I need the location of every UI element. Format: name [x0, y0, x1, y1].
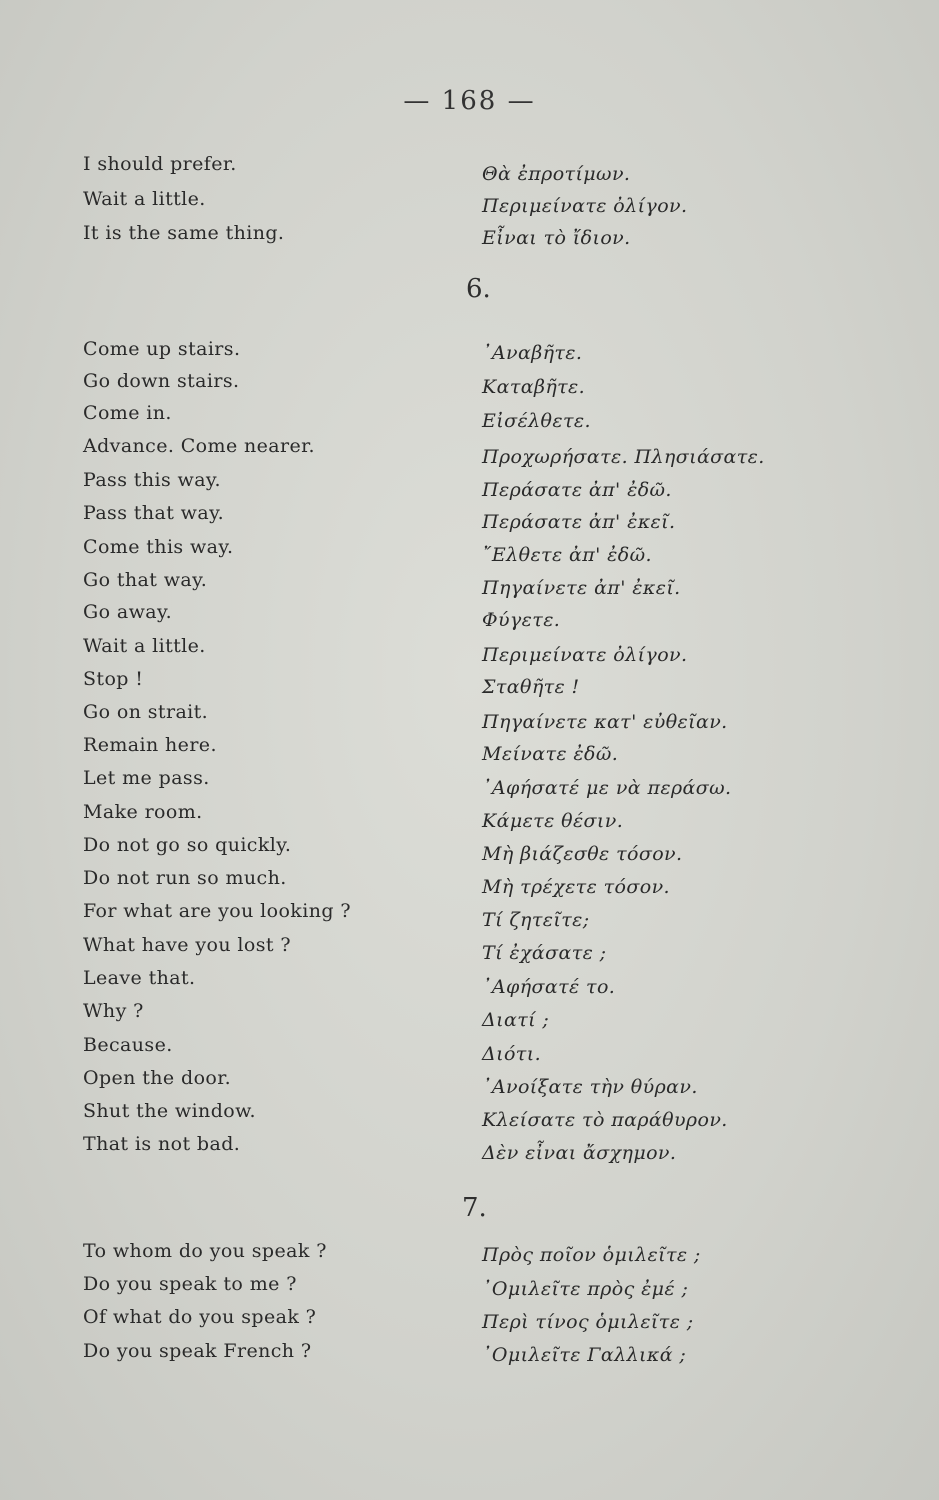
phrase-english: Do not go so quickly.: [83, 834, 292, 856]
phrase-english: For what are you looking ?: [83, 900, 351, 922]
phrase-greek: Πηγαίνετε κατ' εὐθεῖαν.: [482, 711, 728, 733]
phrase-greek: Θὰ ἐπροτίμων.: [482, 163, 631, 185]
phrase-english: What have you lost ?: [83, 934, 291, 956]
phrase-english: Because.: [83, 1034, 173, 1056]
phrase-english: Why ?: [83, 1000, 144, 1022]
phrase-greek: Μὴ τρέχετε τόσον.: [482, 876, 670, 898]
phrase-english: Go that way.: [83, 569, 208, 591]
phrase-english: Advance. Come nearer.: [83, 435, 315, 457]
phrase-english: Do you speak French ?: [83, 1340, 312, 1362]
phrase-english: Open the door.: [83, 1067, 232, 1089]
phrase-english: Come up stairs.: [83, 338, 241, 360]
phrase-english: It is the same thing.: [83, 222, 285, 244]
phrase-english: Stop !: [83, 668, 144, 690]
phrase-greek: Διότι.: [482, 1043, 542, 1065]
phrase-greek: Φύγετε.: [482, 609, 561, 631]
phrase-greek: ᾿Ομιλεῖτε Γαλλικά ;: [482, 1344, 687, 1366]
phrase-english: Do you speak to me ?: [83, 1273, 297, 1295]
phrase-greek: Προχωρήσατε. Πλησιάσατε.: [482, 446, 765, 468]
phrase-greek: ᾿Ομιλεῖτε πρὸς ἐμέ ;: [482, 1278, 689, 1300]
phrase-greek: Πηγαίνετε ἀπ' ἐκεῖ.: [482, 577, 681, 599]
phrase-greek: Περὶ τίνος ὁμιλεῖτε ;: [482, 1311, 694, 1333]
phrase-greek: ᾿Αναβῆτε.: [482, 342, 583, 364]
phrase-english: Remain here.: [83, 734, 217, 756]
phrase-greek: Κλείσατε τὸ παράθυρον.: [482, 1109, 728, 1131]
phrase-english: Make room.: [83, 801, 203, 823]
phrase-english: Pass that way.: [83, 502, 225, 524]
section-number: 6.: [466, 274, 491, 304]
phrase-greek: Σταθῆτε !: [482, 676, 580, 698]
phrase-english: I should prefer.: [83, 153, 237, 175]
phrase-greek: Περάσατε ἀπ' ἐδῶ.: [482, 479, 672, 501]
phrase-greek: Τί ἐχάσατε ;: [482, 942, 607, 964]
phrase-greek: Τί ζητεῖτε;: [482, 909, 590, 931]
phrase-greek: Περιμείνατε ὀλίγον.: [482, 644, 688, 666]
phrase-greek: Πρὸς ποῖον ὁμιλεῖτε ;: [482, 1244, 701, 1266]
phrase-greek: Μὴ βιάζεσθε τόσον.: [482, 843, 683, 865]
phrase-english: Come this way.: [83, 536, 234, 558]
phrase-english: Go on strait.: [83, 701, 209, 723]
phrase-english: Go down stairs.: [83, 370, 240, 392]
phrase-english: Shut the window.: [83, 1100, 256, 1122]
phrase-greek: Διατί ;: [482, 1009, 550, 1031]
phrase-greek: Εἰσέλθετε.: [482, 410, 591, 432]
section-number: 7.: [462, 1193, 487, 1223]
phrase-greek: Περιμείνατε ὀλίγον.: [482, 195, 688, 217]
phrase-english: Wait a little.: [83, 188, 206, 210]
page-number: — 168 —: [403, 86, 536, 116]
phrase-english: Let me pass.: [83, 767, 210, 789]
phrase-greek: Καταβῆτε.: [482, 376, 586, 398]
phrase-greek: Περάσατε ἀπ' ἐκεῖ.: [482, 511, 676, 533]
phrase-greek: Δὲν εἶναι ἄσχημον.: [482, 1142, 677, 1164]
phrase-english: That is not bad.: [83, 1133, 241, 1155]
phrase-english: Leave that.: [83, 967, 196, 989]
phrase-english: Do not run so much.: [83, 867, 287, 889]
phrase-english: Go away.: [83, 601, 173, 623]
phrase-greek: ᾿Αφήσατέ με νὰ περάσω.: [482, 777, 732, 799]
phrase-english: Wait a little.: [83, 635, 206, 657]
phrase-english: Pass this way.: [83, 469, 221, 491]
phrase-english: To whom do you speak ?: [83, 1240, 327, 1262]
phrase-greek: Εἶναι τὸ ἴδιον.: [482, 227, 631, 249]
phrase-greek: Κάμετε θέσιν.: [482, 810, 624, 832]
phrase-english: Of what do you speak ?: [83, 1306, 317, 1328]
phrase-greek: ῎Ελθετε ἀπ' ἐδῶ.: [482, 544, 652, 566]
phrase-greek: ᾿Αφήσατέ το.: [482, 976, 616, 998]
phrase-greek: ᾿Ανοίξατε τὴν θύραν.: [482, 1076, 698, 1098]
phrase-english: Come in.: [83, 402, 172, 424]
phrase-greek: Μείνατε ἐδῶ.: [482, 743, 619, 765]
